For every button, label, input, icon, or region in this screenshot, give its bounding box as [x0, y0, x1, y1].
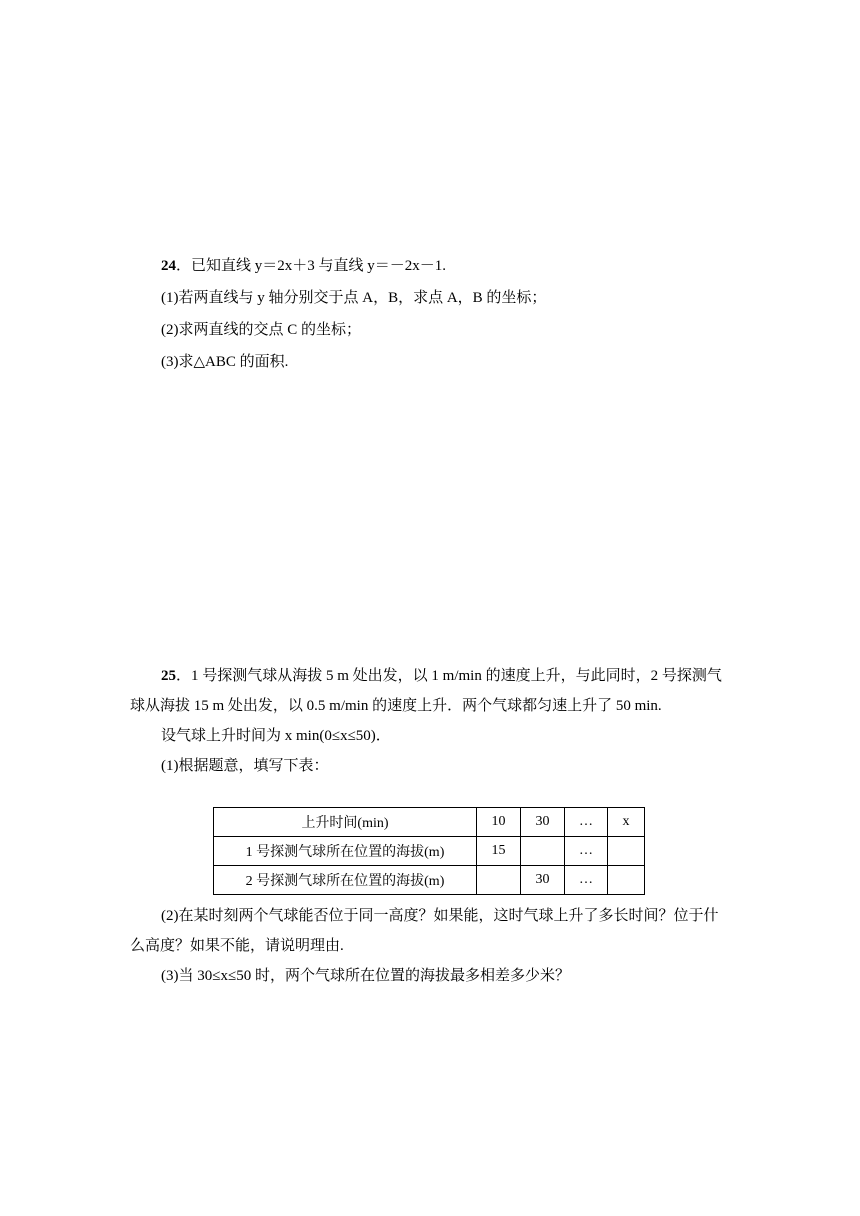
table-header-cell: 1 号探测气球所在位置的海拔(m): [214, 837, 477, 866]
table-header-cell: 2 号探测气球所在位置的海拔(m): [214, 866, 477, 895]
table-cell: …: [565, 866, 608, 895]
question-24-part-2: (2)求两直线的交点 C 的坐标；: [161, 322, 361, 338]
question-25-number: 25: [161, 668, 176, 684]
question-25-part-1: (1)根据题意，填写下表：: [161, 758, 329, 774]
table-header-cell: 上升时间(min): [214, 808, 477, 837]
table-cell: [477, 866, 521, 895]
question-24-stem: [161, 256, 446, 276]
question-25-stem-line-3: 设气球上升时间为 x min(0≤x≤50)．: [161, 728, 391, 744]
table-cell: 30: [521, 866, 565, 895]
table-cell: [608, 837, 645, 866]
question-25-stem-line-1: [161, 666, 722, 686]
question-25-stem-text-1: ．1 号探测气球从海拔 5 m 处出发，以 1 m/min 的速度上升，与此同时，2 号探测气: [176, 668, 722, 684]
altitude-table: [213, 807, 645, 895]
table-cell: …: [565, 837, 608, 866]
table-cell: [521, 837, 565, 866]
question-24-part-3: (3)求△ABC 的面积.: [161, 354, 289, 370]
table-cell: [608, 866, 645, 895]
table-cell: x: [608, 808, 645, 837]
table-cell: 15: [477, 837, 521, 866]
table-row: [214, 808, 645, 837]
table-cell: …: [565, 808, 608, 837]
question-25-part-2-line-2: 么高度？如果不能，请说明理由.: [130, 938, 344, 954]
question-24-stem-text: ．已知直线 y＝2x＋3 与直线 y＝－2x－1.: [176, 258, 447, 274]
question-24-part-1: (1)若两直线与 y 轴分别交于点 A，B，求点 A，B 的坐标；: [161, 290, 547, 306]
question-24-number: 24: [161, 258, 176, 274]
question-25-part-3: (3)当 30≤x≤50 时，两个气球所在位置的海拔最多相差多少米？: [161, 968, 570, 984]
question-25-stem-line-2: 球从海拔 15 m 处出发，以 0.5 m/min 的速度上升．两个气球都匀速上升了 50 min.: [130, 698, 662, 714]
table-row: [214, 866, 645, 895]
question-25-part-2-line-1: (2)在某时刻两个气球能否位于同一高度？如果能，这时气球上升了多长时间？位于什: [161, 908, 719, 924]
table-cell: 10: [477, 808, 521, 837]
table-row: [214, 837, 645, 866]
table-cell: 30: [521, 808, 565, 837]
